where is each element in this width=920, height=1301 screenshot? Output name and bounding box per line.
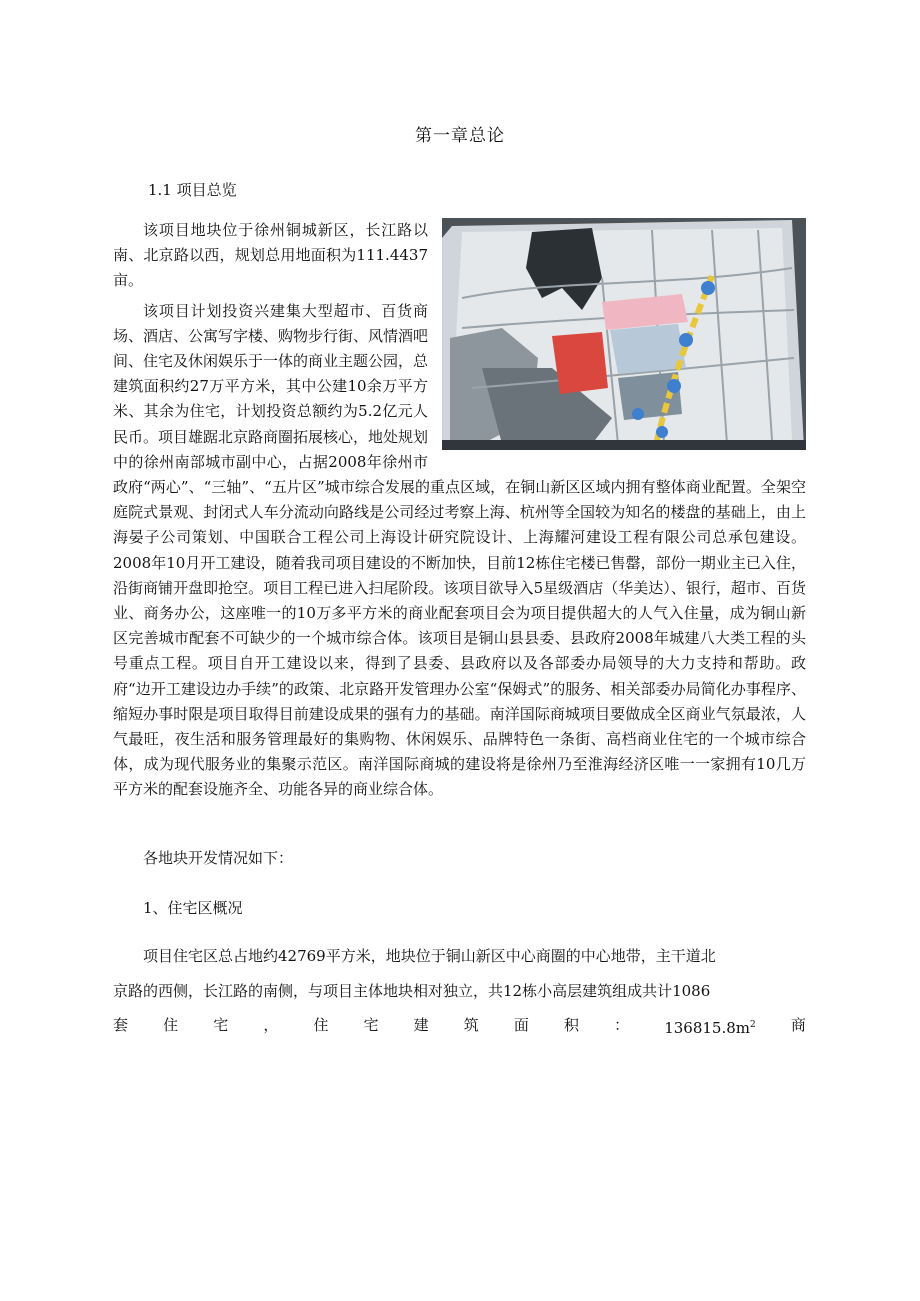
overview-body <box>113 218 806 808</box>
area-unit-superscript: 2 <box>750 1020 756 1030</box>
word: 宅 <box>363 1016 379 1034</box>
word: 住 <box>163 1016 179 1034</box>
word: 建 <box>413 1016 429 1034</box>
area-value <box>664 1008 756 1046</box>
residential-paragraph <box>113 939 806 1046</box>
site-plan-map-icon <box>442 218 806 450</box>
word: 商 <box>790 1016 806 1034</box>
residential-heading-text: 1、住宅区概况 <box>143 899 243 917</box>
residential-line-3 <box>113 1008 806 1046</box>
word: 面 <box>513 1016 529 1034</box>
residential-line-1: 项目住宅区总占地约42769平方米，地块位于铜山新区中心商圈的中心地带，主干道北 <box>143 947 716 965</box>
word: 住 <box>313 1016 329 1034</box>
chapter-title: 第一章总论 <box>415 126 505 146</box>
word: 积 <box>563 1016 579 1034</box>
development-intro <box>113 847 806 868</box>
section-title: 1.1 项目总览 <box>148 181 237 199</box>
residential-heading <box>113 897 806 918</box>
site-plan-map-image <box>442 218 806 450</box>
word: 套 <box>113 1016 129 1034</box>
overview-paragraph-1: 该项目地块位于徐州铜城新区，长江路以南、北京路以西，规划总用地面积为111.4437亩。 <box>113 221 428 290</box>
word: ， <box>263 1016 279 1034</box>
area-number: 136815.8m <box>664 1019 750 1037</box>
word: 宅 <box>213 1016 229 1034</box>
residential-line-2: 京路的西侧，长江路的南侧，与项目主体地块相对独立，共12栋小高层建筑组成共计1086 <box>113 981 711 1000</box>
word: ： <box>614 1016 630 1034</box>
overview-paragraph-2: 该项目计划投资兴建集大型超市、百货商场、酒店、公寓写字楼、购物步行街、风情酒吧间、住宅及休闲娱乐于一体的商业主题公园，总建筑面积约27万平方米，其中公建10余万平方米、其余为住宅，计划投资总额约为5.2亿元人民币。项目雄踞北京路商圈拓展核心，地处规划中的徐州南部城市副中心，占据2008年徐州市政府“两心”、“三轴”、“五片区”城市综合发展的重点区域，在铜山新区区域内拥有整体商业配置。全架空庭院式景观、封闭式人车分流动向路线是公司经过考察上海、杭州等全国较为知名的楼盘的基础上，由上海晏子公司策划、中国联合工程公司上海设计研究院设计、上海耀河建设工程有限公司总承包建设。2008年10月开工建设，随着我司项目建设的不断加快，目前12栋住宅楼已售罄，部份一期业主已入住，沿街商铺开盘即抢空。项目工程已进入扫尾阶段。该项目欲导入5星级酒店（华美达）、银行，超市、百货业、商务办公，这座唯一的10万多平方米的商业配套项目会为项目提供超大的人气入住量，成为铜山新区完善城市配套不可缺少的一个城市综合体。该项目是铜山县县委、县政府2008年城建八大类工程的头号重点工程。项目自开工建设以来，得到了县委、县政府以及各部委办局领导的大力支持和帮助。政府“边开工建设边办手续”的政策、北京路开发管理办公室“保姆式”的服务、相关部委办局简化办事程序、缩短办事时限是项目取得目前建设成果的强有力的基础。南洋国际商城项目要做成全区商业气氛最浓，人气最旺，夜生活和服务管理最好的集购物、休闲娱乐、品牌特色一条街、高档商业住宅的一个城市综合体，成为现代服务业的集聚示范区。南洋国际商城的建设将是徐州乃至淮海经济区唯一一家拥有10几万平方米的配套设施齐全、功能各异的商业综合体。 <box>113 301 806 799</box>
development-intro-text: 各地块开发情况如下： <box>143 849 294 867</box>
word: 筑 <box>463 1016 479 1034</box>
